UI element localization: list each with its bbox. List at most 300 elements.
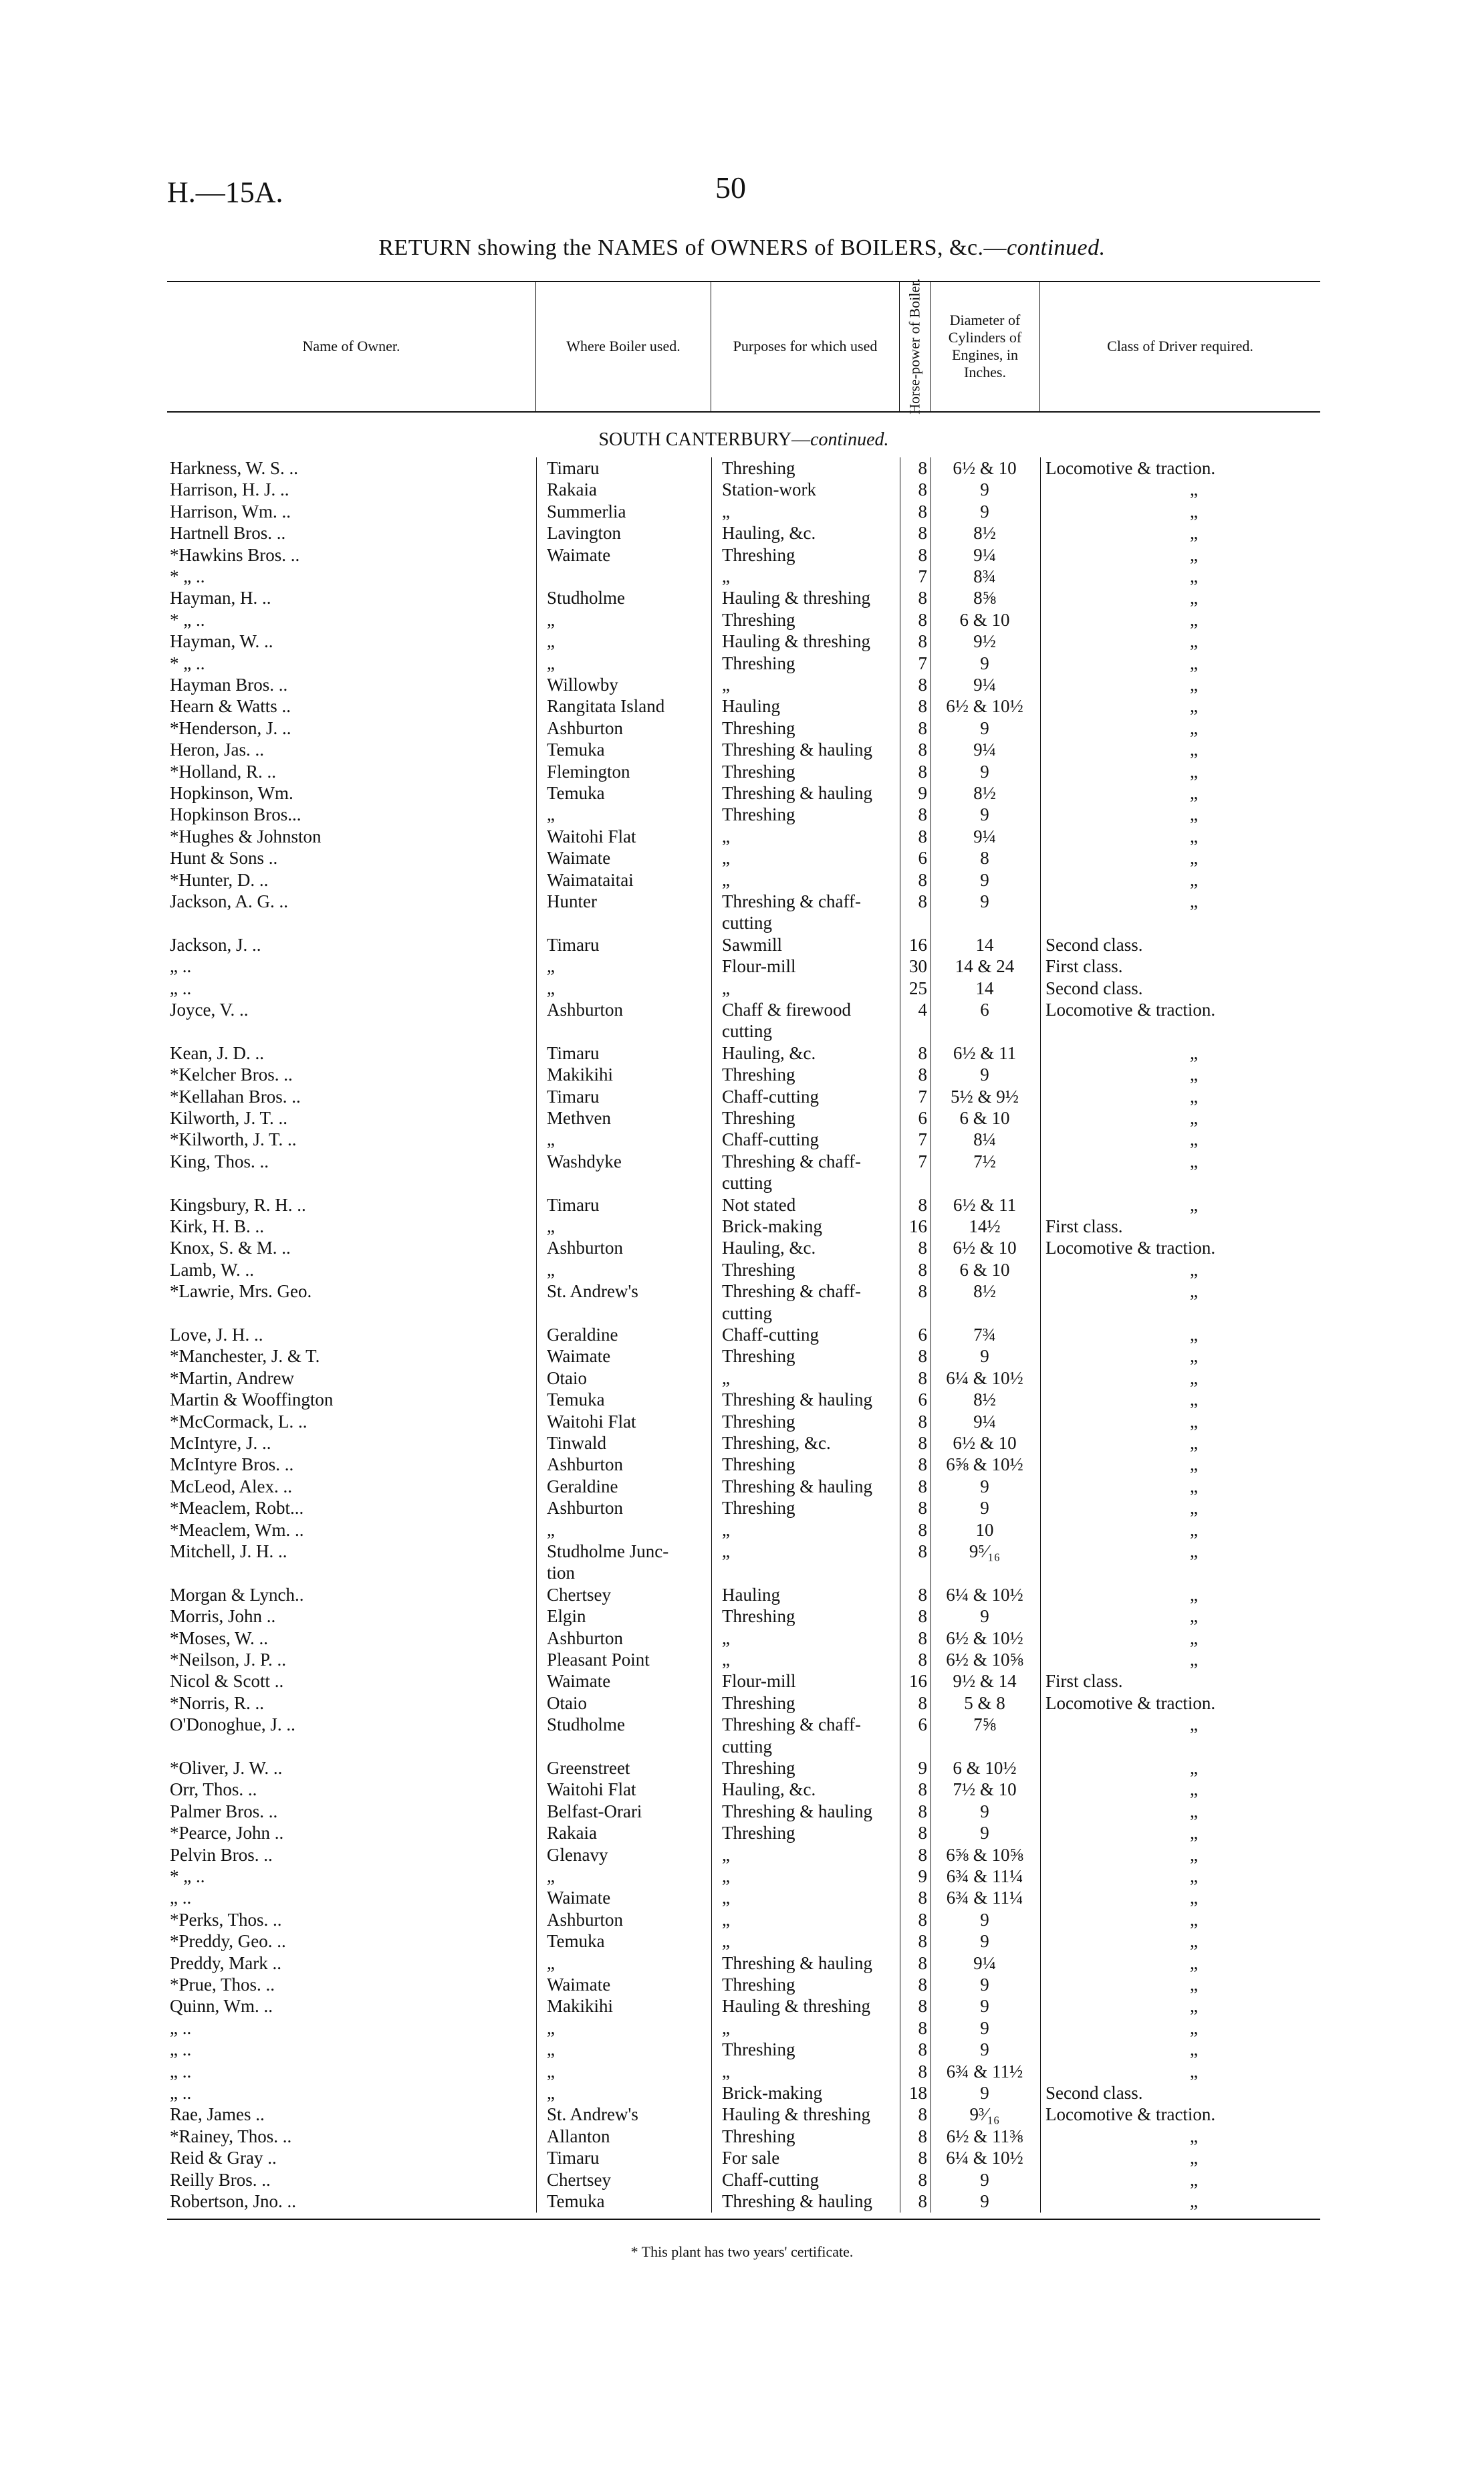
cell-where-used: Allanton: [547, 2126, 610, 2146]
cell-diameter: 9: [980, 869, 989, 890]
cell-driver-class: „: [1190, 1086, 1198, 1107]
cell-owner: [170, 1736, 531, 1757]
cell-driver-class: „: [1190, 2191, 1198, 2211]
cell-purpose: „: [722, 2061, 730, 2082]
cell-horse-power: 18: [909, 2083, 927, 2103]
cell-horse-power: 8: [918, 804, 927, 825]
cell-driver-class: Locomotive & traction.: [1045, 2104, 1216, 2125]
cell-owner: Mitchell, J. H. ..: [170, 1541, 287, 1561]
cell-driver-class: „: [1190, 631, 1198, 652]
cell-purpose: „: [722, 566, 730, 586]
cell-driver-class: Locomotive & traction.: [1045, 1000, 1216, 1020]
cell-driver-class: „: [1190, 1952, 1198, 1973]
table-row: [167, 522, 1320, 544]
table-row: [167, 1541, 1320, 1562]
table-row: [167, 956, 1320, 977]
cell-driver-class: First class.: [1045, 956, 1123, 977]
cell-purpose: Threshing: [722, 1692, 795, 1713]
cell-driver-class: „: [1190, 1975, 1198, 1995]
cell-owner: Hopkinson Bros...: [170, 804, 301, 825]
cell-diameter: 5½ & 9½: [950, 1086, 1019, 1107]
cell-owner: Hopkinson, Wm.: [170, 783, 293, 803]
cell-driver-class: „: [1190, 523, 1198, 544]
cell-diameter: 9: [980, 479, 989, 500]
table-row: [167, 1801, 1320, 1822]
cell-diameter: 8½: [973, 783, 996, 803]
cell-where-used: „: [547, 2039, 555, 2060]
table-row: [167, 1042, 1320, 1064]
cell-purpose: Threshing & hauling: [722, 1476, 872, 1496]
cell-where-used: Timaru: [547, 458, 600, 478]
cell-purpose: Threshing: [722, 458, 795, 478]
footnote: * This plant has two years' certificate.: [630, 2243, 854, 2260]
cell-purpose: „: [722, 501, 730, 522]
cell-owner: *Oliver, J. W. ..: [170, 1758, 283, 1778]
cell-purpose: Threshing: [722, 1259, 795, 1280]
cell-diameter: [936, 1172, 1033, 1194]
cell-diameter: 10: [975, 1519, 994, 1540]
cell-driver-class: Locomotive & traction.: [1045, 1692, 1216, 1713]
cell-where-used: Waimate: [547, 1346, 611, 1367]
cell-diameter: 9½: [973, 631, 996, 652]
cell-horse-power: 9: [918, 783, 927, 803]
page-number: 50: [715, 171, 746, 205]
cell-owner: „ ..: [170, 2083, 192, 2103]
cell-owner: Joyce, V. ..: [170, 1000, 249, 1020]
table-row: [167, 1389, 1320, 1410]
cell-owner: „ ..: [170, 978, 192, 998]
cell-diameter: 9: [980, 1346, 989, 1367]
cell-diameter: 9: [980, 891, 989, 911]
cell-diameter: 9¼: [973, 826, 996, 847]
cell-owner: Robertson, Jno. ..: [170, 2191, 296, 2211]
table-row: [167, 1605, 1320, 1627]
cell-owner: *Hughes & Johnston: [170, 826, 322, 847]
cell-driver-class: „: [1190, 501, 1198, 522]
cell-driver-class: „: [1190, 696, 1198, 717]
cell-diameter: 9¼: [973, 740, 996, 760]
cell-driver-class: „: [1190, 1844, 1198, 1865]
cell-owner: Harrison, Wm. ..: [170, 501, 291, 522]
cell-where-used: Ashburton: [547, 1627, 623, 1648]
table-row: [167, 631, 1320, 652]
table-row: [167, 1562, 1320, 1583]
table-row: [167, 1757, 1320, 1779]
cell-purpose: Threshing & chaff-: [722, 1281, 861, 1302]
cell-where-used: „: [547, 653, 555, 673]
cell-diameter: 6¾ & 11¼: [946, 1866, 1023, 1886]
cell-horse-power: 8: [918, 1454, 927, 1475]
cell-owner: Quinn, Wm. ..: [170, 1996, 273, 2017]
cell-horse-power: [900, 1020, 927, 1042]
cell-owner: * „ ..: [170, 1866, 205, 1886]
cell-where-used: Timaru: [547, 934, 600, 955]
cell-owner: *McCormack, L. ..: [170, 1411, 307, 1432]
cell-purpose: Threshing: [722, 1411, 795, 1432]
cell-purpose: Threshing & chaff-: [722, 1714, 861, 1735]
cell-diameter: 6¼ & 10½: [946, 2148, 1023, 2168]
cell-purpose: Hauling: [722, 696, 780, 717]
table-row: [167, 1454, 1320, 1475]
cell-horse-power: 8: [918, 1888, 927, 1908]
cell-driver-class: Second class.: [1045, 934, 1143, 955]
cell-where-used: Flemington: [547, 761, 630, 782]
cell-purpose: Chaff-cutting: [722, 1325, 819, 1345]
cell-driver-class: „: [1190, 2148, 1198, 2168]
cell-owner: *Holland, R. ..: [170, 761, 276, 782]
cell-diameter: 14 & 24: [955, 956, 1015, 977]
cell-driver-class: „: [1190, 804, 1198, 825]
cell-horse-power: 8: [918, 1541, 927, 1561]
cell-owner: [170, 1020, 531, 1042]
cell-purpose: „: [722, 848, 730, 869]
cell-horse-power: 8: [918, 1519, 927, 1540]
cell-owner: Harkness, W. S. ..: [170, 458, 299, 478]
cell-purpose: Threshing & hauling: [722, 783, 872, 803]
cell-owner: Orr, Thos. ..: [170, 1779, 257, 1800]
cell-driver-class: „: [1190, 1801, 1198, 1821]
cell-purpose: „: [722, 1519, 730, 1540]
cell-horse-power: 25: [909, 978, 927, 998]
cell-driver-class: „: [1190, 1281, 1198, 1302]
cell-horse-power: 8: [918, 869, 927, 890]
cell-diameter: 9: [980, 717, 989, 738]
cell-purpose: „: [722, 1627, 730, 1648]
cell-diameter: 6½ & 10½: [946, 1627, 1023, 1648]
cell-driver-class: „: [1190, 566, 1198, 586]
cell-where-used: Waitohi Flat: [547, 1411, 636, 1432]
col-header-hp: [900, 277, 931, 415]
cell-owner: Hayman, W. ..: [170, 631, 273, 652]
table-row: [167, 1172, 1320, 1194]
cell-owner: Kilworth, J. T. ..: [170, 1108, 288, 1128]
cell-where-used: Temuka: [547, 740, 605, 760]
cell-diameter: 9: [980, 2017, 989, 2038]
table-row: [167, 609, 1320, 631]
table-row: [167, 1952, 1320, 1974]
cell-horse-power: 8: [918, 1367, 927, 1388]
cell-driver-class: „: [1190, 1996, 1198, 2017]
cell-driver-class: „: [1190, 1454, 1198, 1475]
cell-driver-class: „: [1190, 2039, 1198, 2060]
cell-purpose: Hauling, &c.: [722, 1042, 816, 1063]
cell-purpose: Threshing: [722, 653, 795, 673]
cell-driver-class: „: [1190, 1866, 1198, 1886]
cell-where-used: Chertsey: [547, 2169, 611, 2190]
cell-purpose: Chaff & firewood: [722, 1000, 851, 1020]
cell-purpose: cutting: [722, 1021, 772, 1042]
table-row: [167, 1151, 1320, 1172]
cell-owner: [170, 1303, 531, 1324]
cell-purpose: Hauling & threshing: [722, 2104, 870, 2125]
cell-diameter: 9: [980, 804, 989, 825]
cell-driver-class: „: [1190, 1367, 1198, 1388]
cell-diameter: 7½ & 10: [953, 1779, 1017, 1800]
cell-driver-class: Second class.: [1045, 2083, 1143, 2103]
cell-owner: *Prue, Thos. ..: [170, 1975, 275, 1995]
cell-driver-class: „: [1190, 1411, 1198, 1432]
table-row: [167, 1866, 1320, 1887]
table-row: [167, 1259, 1320, 1280]
cell-where-used: „: [547, 1259, 555, 1280]
cell-where-used: Ashburton: [547, 1909, 623, 1930]
cell-horse-power: 7: [918, 566, 927, 586]
cell-owner: „ ..: [170, 2017, 192, 2038]
cell-owner: [170, 1562, 531, 1583]
cell-owner: Knox, S. & M. ..: [170, 1238, 291, 1258]
cell-diameter: 8½: [973, 523, 996, 544]
cell-diameter: 9: [980, 1498, 989, 1519]
cell-purpose: Threshing: [722, 1606, 795, 1627]
col-header-where: Where Boiler used.: [536, 281, 711, 411]
cell-where-used: „: [547, 956, 555, 977]
cell-where-used: „: [547, 1519, 555, 1540]
table-row: [167, 1497, 1320, 1519]
cell-where-used: Chertsey: [547, 1584, 611, 1605]
table-row: [167, 457, 1320, 479]
cell-horse-power: 8: [918, 740, 927, 760]
cell-where-used: Greenstreet: [547, 1758, 630, 1778]
table-row: [167, 479, 1320, 500]
cell-owner: Heron, Jas. ..: [170, 740, 264, 760]
cell-diameter: 6⅝ & 10⅝: [946, 1844, 1023, 1865]
cell-diameter: 6½ & 10: [953, 458, 1017, 478]
cell-diameter: 6 & 10: [959, 1259, 1010, 1280]
cell-owner: Reid & Gray ..: [170, 2148, 277, 2168]
table-row: [167, 2061, 1320, 2082]
cell-horse-power: 8: [918, 1238, 927, 1258]
cell-purpose: Threshing, &c.: [722, 1433, 831, 1453]
cell-horse-power: [900, 912, 927, 933]
cell-driver-class: „: [1190, 848, 1198, 869]
table-row: [167, 1909, 1320, 1930]
cell-horse-power: 8: [918, 761, 927, 782]
cell-horse-power: 8: [918, 1411, 927, 1432]
cell-driver-class: „: [1190, 1108, 1198, 1128]
cell-owner: Preddy, Mark ..: [170, 1952, 281, 1973]
cell-diameter: 9¼: [973, 1411, 996, 1432]
cell-horse-power: 8: [918, 1801, 927, 1821]
cell-owner: [170, 912, 531, 933]
table-row: [167, 1237, 1320, 1258]
col-header-purpose: Purposes for which used: [711, 281, 900, 411]
cell-where-used: „: [547, 2061, 555, 2082]
cell-owner: *Pearce, John ..: [170, 1823, 284, 1843]
cell-owner: *Henderson, J. ..: [170, 717, 291, 738]
cell-driver-class: Locomotive & traction.: [1045, 458, 1216, 478]
cell-horse-power: 8: [918, 501, 927, 522]
cell-where-used: Ashburton: [547, 1498, 623, 1519]
cell-purpose: Threshing: [722, 761, 795, 782]
cell-where-used: „: [547, 2017, 555, 2038]
cell-purpose: Threshing: [722, 1498, 795, 1519]
cell-horse-power: 8: [918, 696, 927, 717]
cell-horse-power: 8: [918, 1433, 927, 1453]
cell-horse-power: 8: [918, 1909, 927, 1930]
table-row: [167, 761, 1320, 782]
cell-owner: Morgan & Lynch..: [170, 1584, 304, 1605]
cell-where-used: Timaru: [547, 1086, 600, 1107]
cell-diameter: 9: [980, 653, 989, 673]
cell-diameter: 8: [980, 848, 989, 869]
cell-driver-class: „: [1190, 1346, 1198, 1367]
cell-where-used: Waimate: [547, 1888, 611, 1908]
cell-owner: *Rainey, Thos. ..: [170, 2126, 292, 2146]
table-row: [167, 826, 1320, 847]
cell-driver-class: „: [1190, 740, 1198, 760]
table-row: [167, 1649, 1320, 1670]
section-continued: continued.: [810, 429, 889, 450]
cell-diameter: [936, 1562, 1033, 1583]
table-row: [167, 587, 1320, 608]
table-row: [167, 1584, 1320, 1605]
cell-horse-power: 8: [918, 2126, 927, 2146]
cell-diameter: 6: [980, 1000, 989, 1020]
cell-owner: O'Donoghue, J. ..: [170, 1714, 295, 1735]
cell-owner: Love, J. H. ..: [170, 1325, 263, 1345]
cell-driver-class: [1045, 1736, 1320, 1757]
cell-where-used: Willowby: [547, 675, 618, 695]
table-bottom-rule: [167, 2219, 1320, 2220]
table-row: [167, 891, 1320, 912]
cell-purpose: Hauling & threshing: [722, 1996, 870, 2017]
cell-horse-power: 8: [918, 2017, 927, 2038]
cell-diameter: 8⅝: [973, 588, 996, 608]
table-row: [167, 978, 1320, 999]
cell-purpose: Chaff-cutting: [722, 1086, 819, 1107]
cell-horse-power: 8: [918, 1476, 927, 1496]
cell-owner: *Martin, Andrew: [170, 1367, 294, 1388]
cell-where-used: Makikihi: [547, 1064, 613, 1085]
cell-purpose: Threshing & hauling: [722, 2191, 872, 2211]
cell-where-used: „: [547, 2083, 555, 2103]
cell-purpose: „: [722, 1844, 730, 1865]
cell-diameter: 6¾ & 11½: [946, 2061, 1023, 2082]
cell-horse-power: 8: [918, 1627, 927, 1648]
cell-diameter: 9¼: [973, 544, 996, 565]
cell-driver-class: „: [1190, 1823, 1198, 1843]
table-row: [167, 1692, 1320, 1714]
cell-diameter: 6½ & 10½: [946, 696, 1023, 717]
cell-purpose: Hauling, &c.: [722, 1238, 816, 1258]
cell-owner: „ ..: [170, 2039, 192, 2060]
cell-driver-class: „: [1190, 891, 1198, 911]
table-row: [167, 2082, 1320, 2104]
cell-horse-power: 8: [918, 1692, 927, 1713]
cell-diameter: 6 & 10: [959, 1108, 1010, 1128]
cell-driver-class: „: [1190, 2017, 1198, 2038]
cell-purpose: Threshing: [722, 717, 795, 738]
cell-diameter: 9: [980, 2083, 989, 2103]
cell-purpose: „: [722, 1866, 730, 1886]
cell-purpose: Threshing & hauling: [722, 1801, 872, 1821]
cell-horse-power: 8: [918, 631, 927, 652]
cell-driver-class: „: [1190, 609, 1198, 630]
table-row: [167, 1670, 1320, 1692]
cell-where-used: „: [547, 1129, 555, 1150]
cell-where-used: Timaru: [547, 1042, 600, 1063]
cell-where-used: Waimate: [547, 1975, 611, 1995]
table-row: [167, 1844, 1320, 1866]
table-row: [167, 566, 1320, 587]
cell-driver-class: „: [1190, 1042, 1198, 1063]
cell-where-used: Temuka: [547, 1389, 605, 1410]
cell-where-used: St. Andrew's: [547, 2104, 638, 2125]
cell-horse-power: 8: [918, 1281, 927, 1302]
cell-owner: „ ..: [170, 2061, 192, 2082]
cell-where-used: [547, 912, 715, 933]
cell-driver-class: „: [1190, 1519, 1198, 1540]
cell-horse-power: 8: [918, 1584, 927, 1605]
cell-purpose: „: [722, 1541, 730, 1561]
cell-where-used: Ashburton: [547, 717, 623, 738]
cell-driver-class: „: [1190, 1064, 1198, 1085]
cell-driver-class: „: [1190, 1476, 1198, 1496]
cell-purpose: Threshing: [722, 609, 795, 630]
table-row: [167, 1280, 1320, 1302]
cell-driver-class: „: [1190, 1389, 1198, 1410]
section-heading: [167, 429, 1320, 451]
table-row: [167, 544, 1320, 566]
col-header-diameter: Diameter of Cylinders of Engines, in Inches.: [931, 281, 1040, 411]
cell-horse-power: 8: [918, 479, 927, 500]
cell-where-used: Ashburton: [547, 1454, 623, 1475]
cell-horse-power: 8: [918, 891, 927, 911]
table-row: [167, 1411, 1320, 1432]
cell-driver-class: „: [1190, 1714, 1198, 1735]
cell-purpose: Threshing: [722, 1346, 795, 1367]
cell-horse-power: 8: [918, 1823, 927, 1843]
table-row: [167, 1930, 1320, 1952]
cell-where-used: Otaio: [547, 1692, 587, 1713]
cell-driver-class: „: [1190, 1931, 1198, 1952]
cell-driver-class: „: [1190, 783, 1198, 803]
cell-owner: McLeod, Alex. ..: [170, 1476, 292, 1496]
table-row: [167, 501, 1320, 522]
cell-purpose: Threshing: [722, 1758, 795, 1778]
table-row: [167, 2126, 1320, 2147]
cell-where-used: Waimate: [547, 848, 611, 869]
cell-diameter: 9¼: [973, 675, 996, 695]
cell-purpose: Hauling, &c.: [722, 523, 816, 544]
cell-owner: Kingsbury, R. H. ..: [170, 1194, 306, 1215]
cell-owner: *Moses, W. ..: [170, 1627, 269, 1648]
cell-diameter: 5 & 8: [964, 1692, 1005, 1713]
table-row: [167, 1476, 1320, 1497]
table-row: [167, 2190, 1320, 2212]
cell-horse-power: 30: [909, 956, 927, 977]
cell-where-used: [547, 1020, 715, 1042]
cell-purpose: Brick-making: [722, 2083, 822, 2103]
table-row: [167, 1324, 1320, 1345]
cell-diameter: 6¾ & 11¼: [946, 1888, 1023, 1908]
cell-diameter: 6½ & 10: [953, 1433, 1017, 1453]
cell-diameter: 9: [980, 1801, 989, 1821]
cell-where-used: Rakaia: [547, 479, 597, 500]
col-header-hp-text: Horse-power of Boiler.: [906, 277, 923, 415]
cell-purpose: cutting: [722, 1736, 772, 1757]
cell-owner: *Meaclem, Robt...: [170, 1498, 304, 1519]
cell-purpose: Threshing: [722, 2126, 795, 2146]
cell-purpose: cutting: [722, 1303, 772, 1323]
table-row: [167, 1779, 1320, 1800]
cell-horse-power: 16: [909, 1216, 927, 1236]
table-row: [167, 1736, 1320, 1757]
cell-diameter: 14: [975, 934, 994, 955]
cell-purpose: cutting: [722, 1173, 772, 1194]
table-row: [167, 674, 1320, 695]
cell-purpose: „: [722, 1367, 730, 1388]
